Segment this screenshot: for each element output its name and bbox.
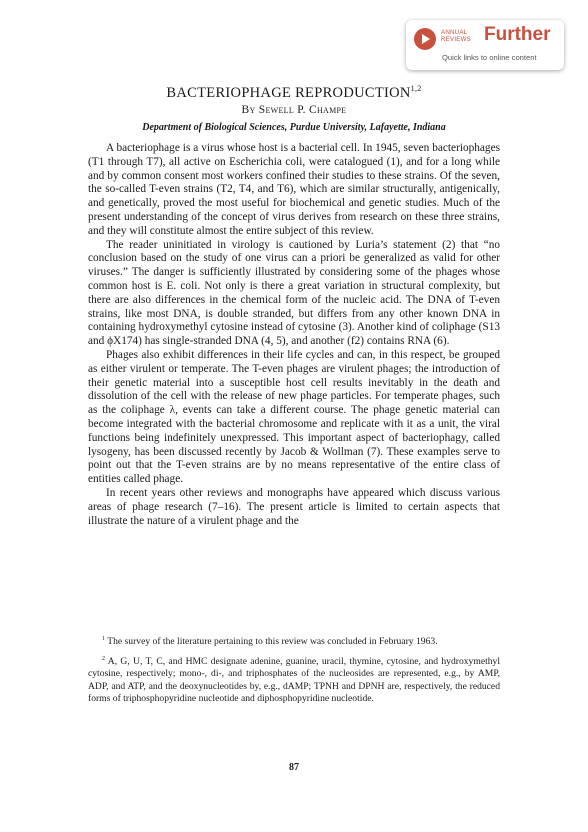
footnote-text: A, G, U, T, C, and HMC designate adenine, guanine, uracil, thymine, cytosine, and hydroxymethyl cytosine, respectively; mono-, di-, and triphosphates of the nucleosides are represented, e.g., by AMP, ADP, and ATP, and the deoxynucleotides by, e.g., dAMP; TPNH and DPNH are, respectively, the reduced forms of triphosphopyridine nucleotide and diphosphopyridine nucleotide. [88,655,500,705]
footnote-text: The survey of the literature pertaining to this review was concluded in February 1963. [107,636,438,648]
author-affiliation: Department of Biological Sciences, Purdue University, Lafayette, Indiana [142,122,446,133]
footnote-mark: 2 [102,655,105,662]
banner-big-text: Further [484,24,551,45]
footnote [88,653,500,706]
article-author: By Sewell P. Champe [241,104,347,116]
paragraph: A bacteriophage is a virus whose host is a bacterial cell. In 1945, seven bacteriophages (T1 through T7), all active on Escherichia coli, were catalogued (1), and for a long while and by common consent most workers confined their studies to these strains. Of the seven, the so-called T-even strains (T2, T4, and T6), which are similar structurally, antigenically, and genetically, proved the most useful for biochemical and genetic studies. Much of the present understanding of the concept of virus derives from research on these three strains, and they will constitute almost the entire subject of this review. [88,142,500,237]
title-text: BACTERIOPHAGE REPRODUCTION [166,84,411,101]
footnote-mark: 1 [102,636,105,642]
paragraph: In recent years other reviews and monographs have appeared which discuss various areas of phage research (7–16). The present article is limited to certain aspects that illustrate the nature of a virulent phage and the [88,486,500,527]
footnotes [88,633,500,710]
body-text [88,142,500,528]
further-links-banner[interactable] [406,20,564,70]
banner-sub-text: Quick links to online content [442,53,537,62]
paragraph: The reader uninitiated in virology is cautioned by Luria’s statement (2) that “no conclusion based on the study of one virus can a priori be generalized as valid for other viruses.” The danger is sufficiently illustrated by considering some of the phages whose common host is E. coli. Not only is there a great variation in structural complexity, but there are also differences in the chemical form of the nucleic acid. The DNA of T-even strains, like most DNA, is double stranded, but differs from any other known DNA in containing hydroxymethyl cytosine instead of cytosine (3). Another kind of coliphage (S13 and ϕX174) has single-stranded DNA (4, 5), and another (f2) contains RNA (6). [88,238,500,348]
page-number: 87 [289,762,299,773]
title-footnote-marks: 1,2 [410,84,422,93]
banner-small-text: ANNUAL REVIEWS [441,29,471,44]
footnote [88,633,500,649]
paragraph: Phages also exhibit differences in their life cycles and can, in this respect, be grouped as either virulent or temperate. The T-even phages are virulent phages; the introduction of their genetic material into a susceptible host cell results inevitably in the death and dissolution of the cell with the release of new phage particles. For temperate phages, such as the coliphage λ, events can take a different course. The phage genetic material can become integrated with the bacterial chromosome and replicate with it as a unit, the viral functions being indefinitely unexpressed. This important aspect of bacteriophagy, called lysogeny, has been discussed recently by Jacob & Wollman (7). These examples serve to point out that the T-even strains are by no means representative of the entire class of entities called phage. [88,348,500,486]
play-icon [414,28,436,50]
article-title [0,84,588,102]
